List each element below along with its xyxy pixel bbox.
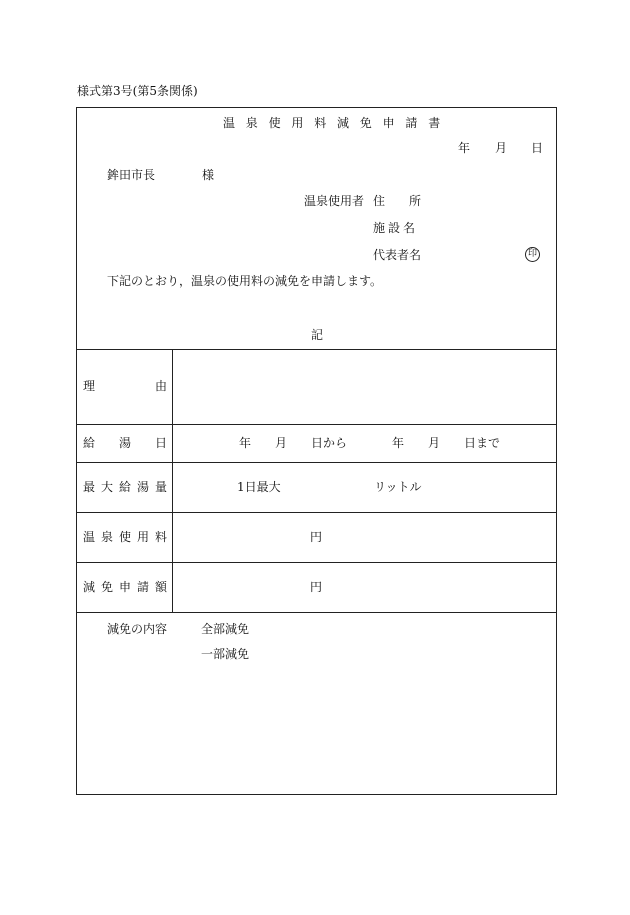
applicant-heading: 温泉使用者 xyxy=(304,194,365,208)
usage-fee-label: 温 泉 使 用 料 xyxy=(83,530,167,544)
max-supply-unit: リットル xyxy=(374,480,422,494)
to-month: 月 xyxy=(428,436,441,450)
application-form xyxy=(76,107,557,795)
date-month: 月 xyxy=(495,141,508,155)
table-line xyxy=(77,424,556,425)
addressee-name: 鉾田市長 xyxy=(107,168,156,182)
from-day: 日から xyxy=(311,436,348,450)
reduction-amount-label: 減 免 申 請 額 xyxy=(83,580,167,594)
reason-field[interactable] xyxy=(174,350,554,423)
usage-fee-unit: 円 xyxy=(310,530,323,544)
reduction-option-partial[interactable]: 一部減免 xyxy=(201,647,250,661)
form-number: 様式第3号(第5条関係) xyxy=(77,84,198,98)
reduction-content-label: 減免の内容 xyxy=(107,622,168,636)
reason-label: 理 由 xyxy=(83,379,167,393)
addressee-honorific: 様 xyxy=(202,168,215,182)
representative-label: 代表者名 xyxy=(373,248,422,262)
table-line xyxy=(77,462,556,463)
supply-days-label: 給 湯 日 xyxy=(83,436,167,450)
max-supply-prefix: 1日最大 xyxy=(237,480,281,494)
seal-mark: 印 xyxy=(525,247,540,262)
from-month: 月 xyxy=(275,436,288,450)
table-line xyxy=(77,512,556,513)
max-supply-label: 最 大 給 湯 量 xyxy=(83,480,167,494)
reduction-option-full[interactable]: 全部減免 xyxy=(201,622,250,636)
address-label: 住 所 xyxy=(373,194,422,208)
table-line xyxy=(77,562,556,563)
from-year: 年 xyxy=(239,436,252,450)
to-year: 年 xyxy=(392,436,405,450)
facility-label: 施設名 xyxy=(373,221,419,235)
label-column-divider xyxy=(172,349,173,612)
to-day: 日まで xyxy=(464,436,501,450)
form-title: 温泉使用料減免申請書 xyxy=(223,116,452,130)
date-year: 年 xyxy=(458,141,471,155)
date-day: 日 xyxy=(531,141,544,155)
intro-text: 下記のとおり，温泉の使用料の減免を申請します。 xyxy=(107,274,383,288)
reduction-amount-unit: 円 xyxy=(310,580,323,594)
table-line xyxy=(77,612,556,613)
record-heading: 記 xyxy=(311,328,324,342)
